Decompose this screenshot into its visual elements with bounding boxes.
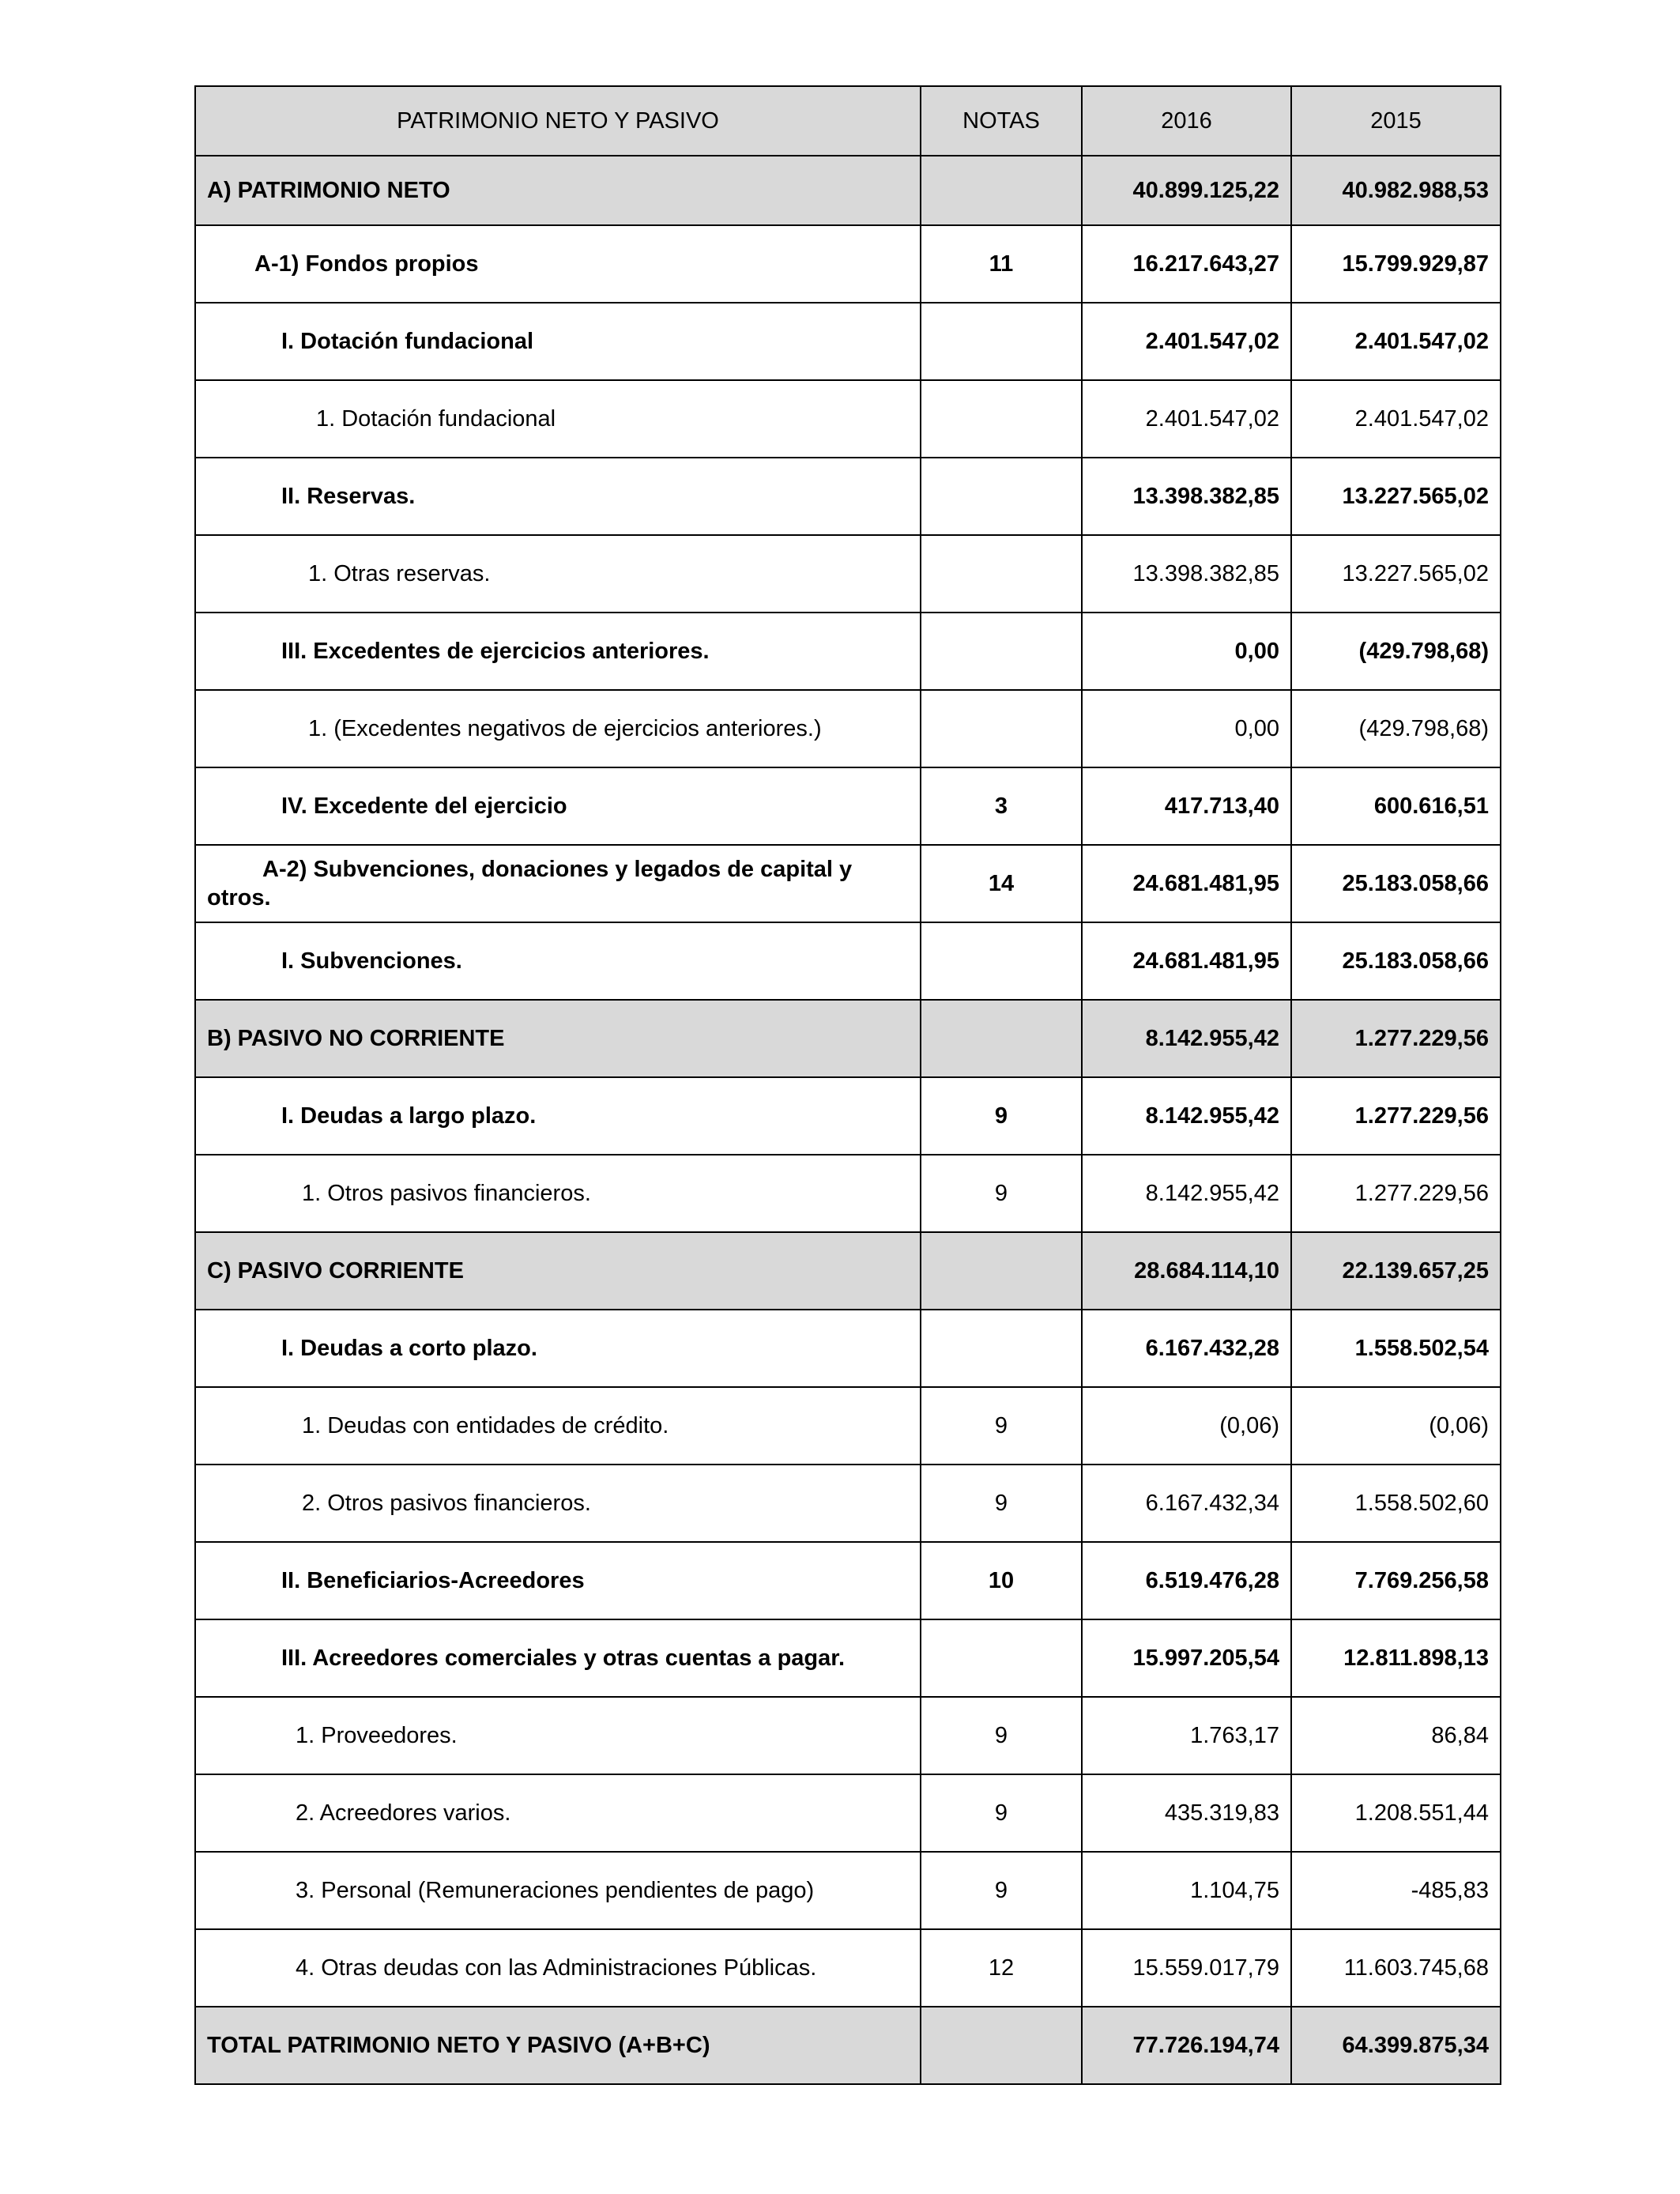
row-value-2015: 22.139.657,25	[1291, 1232, 1501, 1310]
row-notas: 9	[921, 1155, 1082, 1232]
row-notas	[921, 922, 1082, 1000]
table-row	[195, 1310, 1501, 1387]
row-notas: 14	[921, 845, 1082, 922]
table-row	[195, 845, 1501, 922]
table-row	[195, 922, 1501, 1000]
row-value-2016: 15.559.017,79	[1082, 1929, 1291, 2007]
table-row	[195, 1232, 1501, 1310]
row-label: 1. Proveedores.	[195, 1697, 921, 1774]
row-value-2015: 64.399.875,34	[1291, 2007, 1501, 2084]
row-value-2015: 2.401.547,02	[1291, 303, 1501, 380]
row-value-2016: 6.519.476,28	[1082, 1542, 1291, 1619]
row-value-2016: 40.899.125,22	[1082, 156, 1291, 225]
table-row	[195, 767, 1501, 845]
header-year-2016: 2016	[1082, 86, 1291, 156]
table-row	[195, 225, 1501, 303]
row-value-2015: 1.558.502,60	[1291, 1465, 1501, 1542]
row-notas: 3	[921, 767, 1082, 845]
row-label: I. Deudas a largo plazo.	[195, 1077, 921, 1155]
row-label: 2. Otros pasivos financieros.	[195, 1465, 921, 1542]
row-notas	[921, 303, 1082, 380]
row-value-2016: 28.684.114,10	[1082, 1232, 1291, 1310]
table-row	[195, 156, 1501, 225]
header-year-2015: 2015	[1291, 86, 1501, 156]
row-value-2015: 15.799.929,87	[1291, 225, 1501, 303]
row-value-2016: 2.401.547,02	[1082, 380, 1291, 458]
row-notas	[921, 380, 1082, 458]
row-value-2016: 1.763,17	[1082, 1697, 1291, 1774]
row-value-2016: 0,00	[1082, 690, 1291, 767]
row-label: 1. (Excedentes negativos de ejercicios anteriores.)	[195, 690, 921, 767]
table-row	[195, 1465, 1501, 1542]
row-label: A-2) Subvenciones, donaciones y legados de capital y otros.	[195, 845, 921, 922]
row-value-2016: 15.997.205,54	[1082, 1619, 1291, 1697]
row-label: 4. Otras deudas con las Administraciones Públicas.	[195, 1929, 921, 2007]
row-notas	[921, 156, 1082, 225]
table-row	[195, 1077, 1501, 1155]
row-notas	[921, 535, 1082, 613]
row-value-2015: 86,84	[1291, 1697, 1501, 1774]
row-value-2016: 1.104,75	[1082, 1852, 1291, 1929]
table-row	[195, 1387, 1501, 1465]
row-notas	[921, 690, 1082, 767]
row-value-2015: (429.798,68)	[1291, 613, 1501, 690]
row-label: A) PATRIMONIO NETO	[195, 156, 921, 225]
row-label: 3. Personal (Remuneraciones pendientes de pago)	[195, 1852, 921, 1929]
row-value-2016: 13.398.382,85	[1082, 535, 1291, 613]
row-value-2016: 24.681.481,95	[1082, 845, 1291, 922]
row-label: 2. Acreedores varios.	[195, 1774, 921, 1852]
row-notas: 9	[921, 1387, 1082, 1465]
table-row	[195, 458, 1501, 535]
row-value-2016: 77.726.194,74	[1082, 2007, 1291, 2084]
row-label: B) PASIVO NO CORRIENTE	[195, 1000, 921, 1077]
row-value-2015: 25.183.058,66	[1291, 922, 1501, 1000]
row-notas: 9	[921, 1077, 1082, 1155]
row-value-2015: 2.401.547,02	[1291, 380, 1501, 458]
row-value-2015: 13.227.565,02	[1291, 535, 1501, 613]
row-notas	[921, 1310, 1082, 1387]
row-value-2015: 40.982.988,53	[1291, 156, 1501, 225]
row-value-2016: 2.401.547,02	[1082, 303, 1291, 380]
table-row	[195, 1852, 1501, 1929]
row-notas	[921, 458, 1082, 535]
balance-sheet	[194, 85, 1500, 2085]
table-row	[195, 1619, 1501, 1697]
row-notas: 11	[921, 225, 1082, 303]
table-header-row	[195, 86, 1501, 156]
patrimonio-neto-pasivo-table	[194, 85, 1501, 2085]
row-value-2016: 0,00	[1082, 613, 1291, 690]
table-row	[195, 1000, 1501, 1077]
row-value-2016: 8.142.955,42	[1082, 1000, 1291, 1077]
row-notas	[921, 1000, 1082, 1077]
row-label: II. Beneficiarios-Acreedores	[195, 1542, 921, 1619]
table-row	[195, 303, 1501, 380]
header-description: PATRIMONIO NETO Y PASIVO	[195, 86, 921, 156]
row-label: TOTAL PATRIMONIO NETO Y PASIVO (A+B+C)	[195, 2007, 921, 2084]
row-value-2016: 8.142.955,42	[1082, 1077, 1291, 1155]
row-label: A-1) Fondos propios	[195, 225, 921, 303]
table-row	[195, 380, 1501, 458]
row-value-2016: (0,06)	[1082, 1387, 1291, 1465]
table-row-total	[195, 2007, 1501, 2084]
row-label: 1. Dotación fundacional	[195, 380, 921, 458]
row-value-2015: 25.183.058,66	[1291, 845, 1501, 922]
row-notas	[921, 1619, 1082, 1697]
row-value-2015: 12.811.898,13	[1291, 1619, 1501, 1697]
table-row	[195, 1697, 1501, 1774]
row-label: 1. Otros pasivos financieros.	[195, 1155, 921, 1232]
header-notas: NOTAS	[921, 86, 1082, 156]
row-notas: 9	[921, 1852, 1082, 1929]
row-value-2015: -485,83	[1291, 1852, 1501, 1929]
row-value-2015: (429.798,68)	[1291, 690, 1501, 767]
row-value-2016: 417.713,40	[1082, 767, 1291, 845]
row-value-2015: 1.277.229,56	[1291, 1077, 1501, 1155]
table-row	[195, 613, 1501, 690]
row-notas: 10	[921, 1542, 1082, 1619]
row-label: I. Deudas a corto plazo.	[195, 1310, 921, 1387]
row-label: 1. Deudas con entidades de crédito.	[195, 1387, 921, 1465]
row-value-2015: 11.603.745,68	[1291, 1929, 1501, 2007]
row-label: I. Dotación fundacional	[195, 303, 921, 380]
table-row	[195, 1774, 1501, 1852]
row-notas	[921, 2007, 1082, 2084]
row-value-2015: 13.227.565,02	[1291, 458, 1501, 535]
row-label: III. Excedentes de ejercicios anteriores.	[195, 613, 921, 690]
table-row	[195, 1929, 1501, 2007]
row-label: IV. Excedente del ejercicio	[195, 767, 921, 845]
row-value-2016: 24.681.481,95	[1082, 922, 1291, 1000]
row-value-2016: 8.142.955,42	[1082, 1155, 1291, 1232]
row-value-2016: 6.167.432,34	[1082, 1465, 1291, 1542]
row-value-2015: 600.616,51	[1291, 767, 1501, 845]
row-notas: 9	[921, 1774, 1082, 1852]
row-label: C) PASIVO CORRIENTE	[195, 1232, 921, 1310]
row-value-2016: 6.167.432,28	[1082, 1310, 1291, 1387]
table-row	[195, 1155, 1501, 1232]
row-value-2015: 1.277.229,56	[1291, 1155, 1501, 1232]
row-notas: 9	[921, 1465, 1082, 1542]
row-value-2015: (0,06)	[1291, 1387, 1501, 1465]
table-row	[195, 1542, 1501, 1619]
row-notas	[921, 613, 1082, 690]
row-value-2016: 16.217.643,27	[1082, 225, 1291, 303]
row-value-2015: 1.277.229,56	[1291, 1000, 1501, 1077]
row-label: II. Reservas.	[195, 458, 921, 535]
row-value-2015: 7.769.256,58	[1291, 1542, 1501, 1619]
row-label: 1. Otras reservas.	[195, 535, 921, 613]
row-value-2016: 435.319,83	[1082, 1774, 1291, 1852]
row-label: I. Subvenciones.	[195, 922, 921, 1000]
row-notas: 12	[921, 1929, 1082, 2007]
row-label: III. Acreedores comerciales y otras cuentas a pagar.	[195, 1619, 921, 1697]
row-notas: 9	[921, 1697, 1082, 1774]
table-row	[195, 690, 1501, 767]
row-value-2015: 1.208.551,44	[1291, 1774, 1501, 1852]
table-row	[195, 535, 1501, 613]
row-value-2015: 1.558.502,54	[1291, 1310, 1501, 1387]
row-value-2016: 13.398.382,85	[1082, 458, 1291, 535]
row-notas	[921, 1232, 1082, 1310]
